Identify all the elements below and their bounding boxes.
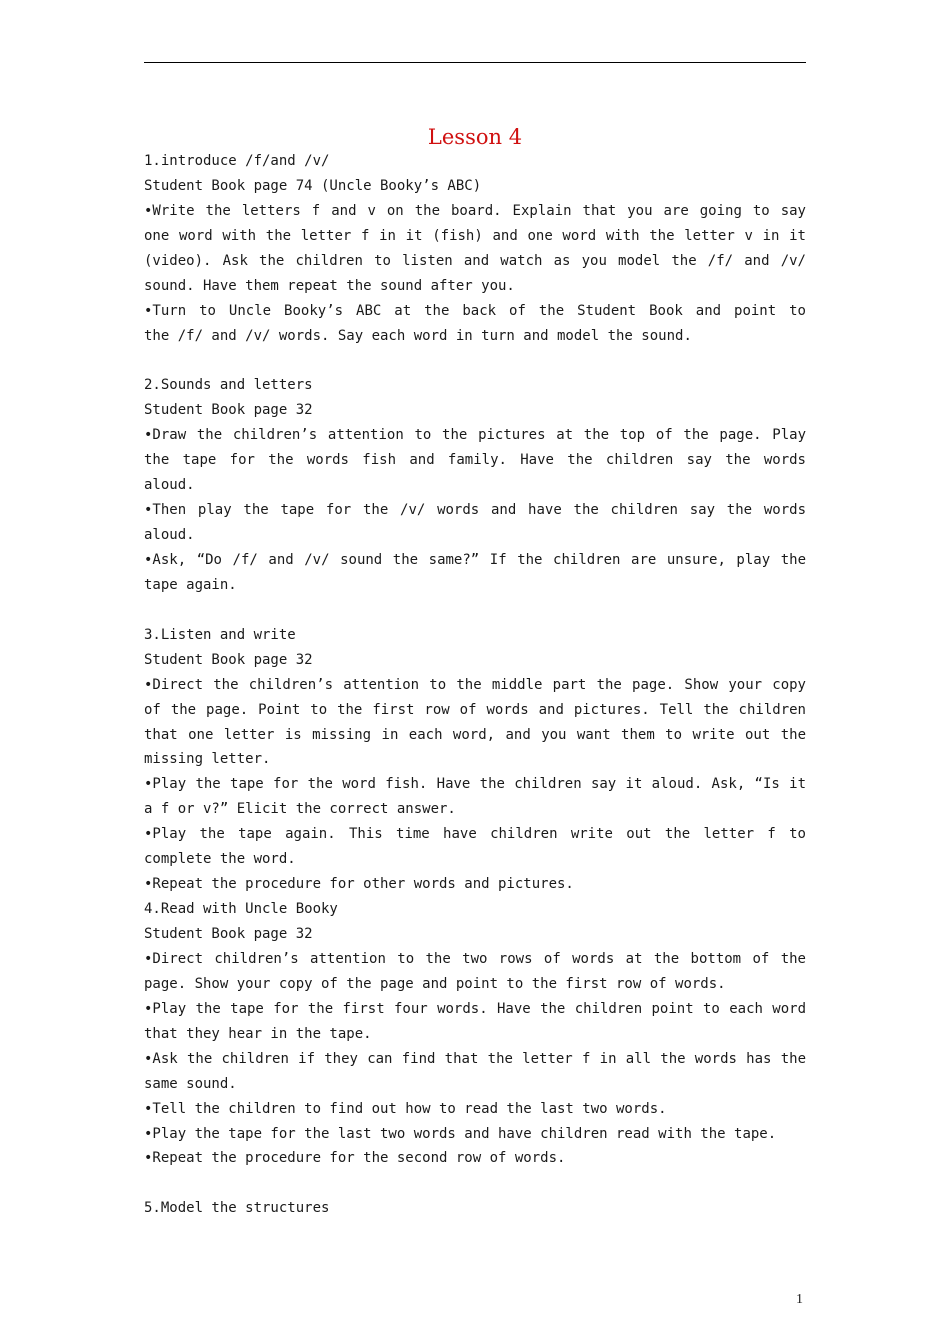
section-heading: 1.introduce /f/and /v/ xyxy=(144,153,330,169)
paragraph-gap xyxy=(144,598,806,623)
paragraph-gap xyxy=(144,349,806,374)
text-line: •Ask the children if they can find that the letter f in all the words has the xyxy=(144,1050,806,1067)
text-line: •Draw the children’s attention to the pictures at the top of the page. Play xyxy=(144,427,806,444)
section-heading: 3.Listen and write xyxy=(144,626,296,643)
text-line: •Repeat the procedure for the second row of words. xyxy=(144,1150,566,1167)
text-line: Student Book page 32 xyxy=(144,651,313,668)
text-line: Student Book page 32 xyxy=(144,926,313,943)
text-line: •Write the letters f and v on the board. Explain that you are going to say xyxy=(144,202,806,219)
text-line: aloud. xyxy=(144,527,195,544)
text-line: of the page. Point to the first row of words and pictures. Tell the children xyxy=(144,701,806,718)
text-line: •Play the tape for the word fish. Have the children say it aloud. Ask, “Is it xyxy=(144,776,806,793)
text-line: that one letter is missing in each word, and you want them to write out the xyxy=(144,726,806,743)
text-line: •Turn to Uncle Booky’s ABC at the back of the Student Book and point to xyxy=(144,302,806,319)
section-heading: 5.Model the structures xyxy=(144,1200,330,1217)
text-line: •Direct the children’s attention to the middle part the page. Show your copy xyxy=(144,676,806,693)
text-line: Student Book page 74 (Uncle Booky’s ABC) xyxy=(144,177,482,194)
text-line: •Tell the children to find out how to read the last two words. xyxy=(144,1100,667,1117)
text-line: tape again. xyxy=(144,576,237,593)
document-body xyxy=(144,149,806,1221)
section-heading: 2.Sounds and letters xyxy=(144,377,313,394)
text-line: complete the word. xyxy=(144,851,296,868)
text-line: •Play the tape again. This time have children write out the letter f to xyxy=(144,826,806,843)
section-heading: 4.Read with Uncle Booky xyxy=(144,901,338,918)
text-line: Student Book page 32 xyxy=(144,402,313,419)
page-number: 1 xyxy=(796,1292,803,1307)
text-line: •Repeat the procedure for other words and pictures. xyxy=(144,876,574,893)
page-title: Lesson 4 xyxy=(427,125,523,149)
text-line: one word with the letter f in it (fish) and one word with the letter v in it xyxy=(144,227,806,244)
text-line: •Ask, “Do /f/ and /v/ sound the same?” If the children are unsure, play the xyxy=(144,551,806,568)
header-rule xyxy=(144,62,806,63)
text-line: •Then play the tape for the /v/ words and have the children say the words xyxy=(144,502,806,519)
text-line: (video). Ask the children to listen and watch as you model the /f/ and /v/ xyxy=(144,252,806,269)
text-line: that they hear in the tape. xyxy=(144,1025,372,1042)
text-line: •Direct children’s attention to the two rows of words at the bottom of the xyxy=(144,950,806,967)
text-line: •Play the tape for the last two words and have children read with the tape. xyxy=(144,1125,777,1142)
text-line: same sound. xyxy=(144,1075,237,1092)
text-line: missing letter. xyxy=(144,751,271,768)
text-line: page. Show your copy of the page and point to the first row of words. xyxy=(144,975,726,992)
text-line: •Play the tape for the first four words. Have the children point to each word xyxy=(144,1000,806,1017)
text-line: a f or v?” Elicit the correct answer. xyxy=(144,801,456,818)
paragraph-gap xyxy=(144,1171,806,1196)
text-line: aloud. xyxy=(144,477,195,494)
text-line: the tape for the words fish and family. Have the children say the words xyxy=(144,452,806,469)
text-line: sound. Have them repeat the sound after you. xyxy=(144,277,515,294)
text-line: the /f/ and /v/ words. Say each word in turn and model the sound. xyxy=(144,327,692,344)
